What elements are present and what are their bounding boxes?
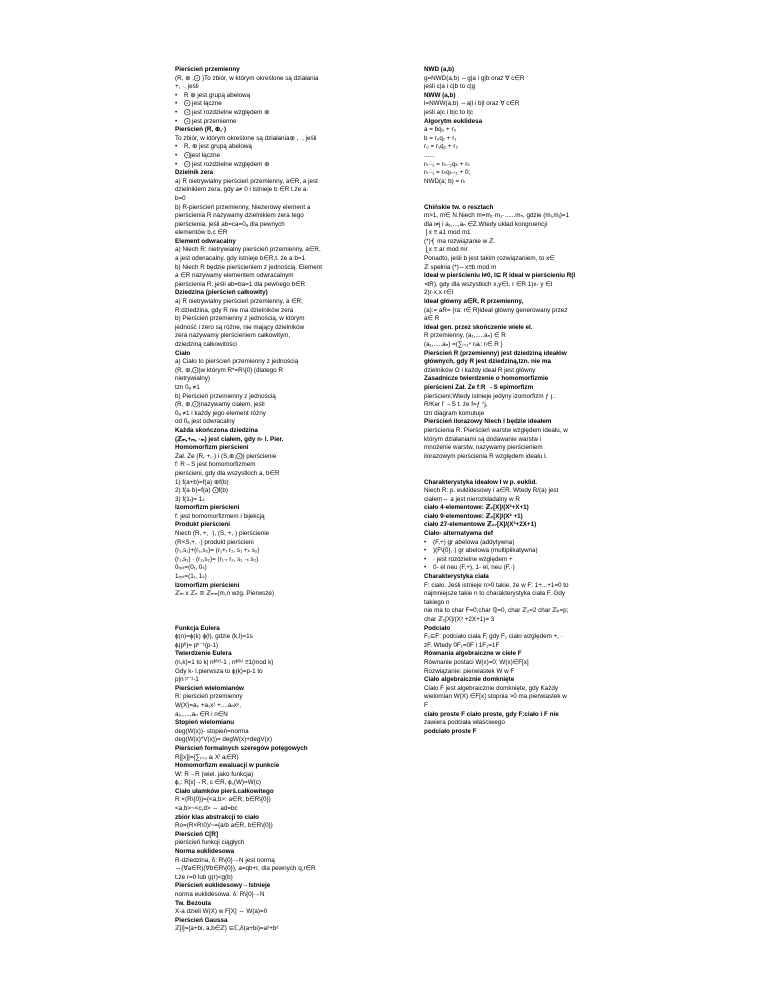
right-column — [424, 66, 654, 736]
bullet-item: • R ⊕ jest grupą abelową — [175, 92, 403, 101]
text-line: R-dziedzina, δ: R\{0}→N jest normą — [175, 856, 275, 864]
text-line: (R×S,+, ·) produkt pierścieni — [175, 538, 254, 546]
text-line: najmniejsze takie n to charakterystyka ciała F. Gdy — [424, 590, 566, 598]
section-heading: Ideał gen. przez skończenie wiele el. — [424, 323, 533, 331]
text-line: (R, ⊕ ,⨀ )To zbiór, w którym określone są działania — [175, 74, 319, 82]
text-line: mnożenie warstw, nazywamy pierścieniem — [424, 444, 543, 452]
bullet-item: • )(F\{0},·) gr abelowa (multiplikatywna) — [424, 547, 654, 556]
section-heading: Ciało algebraicznie domknięte — [424, 676, 515, 684]
section-heading: Izomorfizm pierścieni — [175, 504, 240, 512]
bullet-item: • ⨀ jest rozdzielne względem ⊕ — [175, 161, 403, 170]
text-line: R ×(R\{0})={<a,b>: a∈R, b∈R\{0}) — [175, 796, 271, 804]
text-line: ilorazowym pierścienia R względem ideału I. — [424, 452, 548, 460]
text-line: R: pierścień przemienny — [175, 693, 243, 701]
right-mid-section — [424, 204, 654, 462]
section-heading: Podciało — [424, 624, 451, 632]
section-heading: Pierścień wielomianów — [175, 684, 244, 692]
spacer — [175, 607, 403, 616]
text-line: ℤ spełnia (*)⇔x≡b mod m — [424, 263, 497, 271]
text-line: b = r₀q₁ + r₁ — [424, 134, 457, 142]
section-heading: Równania algebraiczne w ciele F — [424, 650, 522, 658]
section-heading: Pierścień ilorazowy Niech I będzie ideałem — [424, 418, 552, 426]
text-line: tzn 0ₐ ≠1 — [175, 383, 200, 391]
text-line: zawiera podciała właściwego — [424, 719, 505, 727]
text-line: F: ciało. Jeśli istnieje n>0 takie, że w F: 1+...+1=0 to — [424, 581, 569, 589]
spacer — [424, 186, 654, 195]
section-heading: Ideał główny a∈R, R przemienny, — [424, 298, 524, 306]
text-line: R:dziedzina, gdy R nie ma dzielników zera — [175, 306, 294, 314]
text-line: (R, ⊕,⨀)w którym R*=R\{0} (dlatego R — [175, 366, 283, 374]
text-line: r₀ = r₁q₂ + r₂ — [424, 143, 458, 151]
text-line: a) Ciało to pierścień przemienny z jednością — [175, 358, 299, 366]
section-heading: NWW (a,b) — [424, 91, 456, 99]
text-line: ⊲R), gdy dla wszystkich x,y∈I, r ∈R 1)x- y ∈I — [424, 280, 553, 288]
text-line: 0ₐ ≠1 i każdy jego element różny — [175, 409, 266, 417]
text-line: pierścienia R, jeśli ab=ba=1 dla pewnego b∈R — [175, 280, 306, 288]
text-line: 1) f(a+b)=f(a) ⊕f(b) — [175, 478, 229, 486]
section-heading: Ideał w pierścieniu I≠0, I⊆ R ideał w pierścieniu R(I — [424, 272, 576, 280]
text-line: tzn diagram komutuje — [424, 409, 485, 417]
text-line: dla i≠j i a₁,...,aₙ ∈Z.Wtedy układ kongruencji — [424, 220, 548, 228]
text-line: a = bq₀ + r₀ — [424, 126, 457, 134]
spacer — [424, 195, 654, 204]
section-heading: NWD (a,b) — [424, 66, 455, 73]
section-heading: Pierścień R (przemienny) jest dziedziną ideałów — [424, 349, 567, 357]
section-heading: Ciało — [175, 349, 191, 357]
section-heading: Pierścień (R, ⊕,·) — [175, 126, 227, 134]
text-line: Zał. Ze (R, +,·) i (S,⊕,⨀) pierścienie — [175, 452, 277, 460]
section-heading: Izomorfizm pierścieni — [175, 581, 240, 589]
text-line: ϕ(n)=ϕ(k) ϕ(l), gdzie (k,l)=1s — [175, 633, 253, 641]
text-line: dzielnikiem zera, gdy a≠ 0 i istnieje b ∈R t.że a· — [175, 186, 309, 194]
section-heading: ciało 27-elementowe ℤ₂₇[X]/(X³+2X+1) — [424, 521, 537, 529]
section-heading: ciało 9-elementowe: ℤ₃[X]/(X² +1) — [424, 512, 523, 520]
spacer — [175, 616, 403, 625]
text-line: rₖ₋₂ = rₖ₋₁qₖ + rₖ — [424, 160, 471, 168]
section-heading: pierścieni Zał. Ze f:R →S epimorfizm — [424, 383, 534, 391]
text-line: <a,b>~<c,d> ⇔ ad=bc — [175, 805, 238, 813]
text-line: Ro=(R×R\0)/~={a/b a∈R, b∈R\{0}) — [175, 822, 273, 830]
section-heading: ciało proste F ciało proste, gdy F:ciało i F nie — [424, 710, 559, 718]
text-line: ⎧x ≡ a1 mod m1 — [424, 229, 471, 237]
text-line: elementów b,c ∈R — [175, 229, 228, 237]
text-line: ℤ[i]={a+bi, a,b∈ℤ} ⊆ℂ,δ(a+bi)=a²+b² — [175, 925, 279, 933]
text-line: (n,k)=1 to k| nᶲ⁽ᵏ⁾-1 , nᶲ⁽ᵏ⁾ ≡1(mod k) — [175, 658, 274, 666]
section-heading: Charakterystyka ideałow I w p. euklid. — [424, 478, 538, 486]
text-line: Ponadto, jeśli b jest takim rozwiązaniem, to x∈ — [424, 255, 555, 263]
bullet-item: • ⨀ jest łączne — [175, 100, 403, 109]
text-line: deg(W(x))- stopień=norma — [175, 727, 249, 735]
section-heading: ciało 4-elementowe: ℤ₂[X]/(X²+X+1) — [424, 504, 529, 512]
text-line: jeśli a|c i b|c to l|c — [424, 108, 474, 116]
spacer — [424, 470, 654, 479]
section-heading: Dzielnik zera — [175, 169, 214, 177]
text-line: ℤₘ x ℤₙ ≅ ℤₘₙ(m,n wzg. Pierwsze) — [175, 590, 275, 598]
bullet-item: • ⨀ jest rozdzielne względem ⊕ — [175, 109, 403, 118]
section-heading: Twierdzenie Eulera — [175, 650, 232, 658]
bullet-item: • · jest rozdzielne względem + — [424, 556, 654, 565]
text-line: pierścieni;Wtedy istnieje jedyny izomorfizm ƒ ꞁ.: — [424, 392, 556, 400]
text-line: pierścienia R nazywamy dzielnikiem zera tego — [175, 212, 304, 220]
section-heading: Tw. Bezouta — [175, 899, 212, 907]
text-line: F₁⊆F: podciało ciała F, gdy F₁ ciało względem +, · — [424, 633, 563, 641]
text-line: b) Niech R będzie pierścieniem z jednością. Element — [175, 263, 322, 271]
text-line: Gdy k- l.pierwsza to ϕ(k)=p-1 to — [175, 667, 263, 675]
text-line: (r₁,s₁)+(r₂,s₂)= (r₁+ᵣ r₂, s₁ +ₛ s₂) — [175, 547, 260, 555]
text-line: którym działaniami są dodawanie warstw i — [424, 435, 542, 443]
text-line: nie ma to char F=0;char ℚ=0, char ℤ₂=2 char ℤₚ=p; — [424, 607, 569, 615]
section-heading: Algorytm euklidesa — [424, 117, 483, 125]
text-line: deg(W(x)*V(x))= degW(x)+degV(x) — [175, 736, 272, 744]
text-line: a jest odwracalny, gdy istnieje b∈R,t. że a·b=1 — [175, 255, 306, 263]
text-line: b=0 — [175, 194, 186, 202]
text-line: Niech (R, +, ·), (S, +,·) pierścienie — [175, 530, 270, 538]
text-line: p|n ᵖ⁻¹-1 — [175, 676, 199, 684]
text-line: pierścieni, gdy dla wszystkich a, b∈R — [175, 469, 280, 477]
section-heading: Każda skończona dziedzina — [175, 426, 258, 434]
spacer — [175, 599, 403, 608]
spacer — [424, 461, 654, 470]
text-line: (R, ⊕,⨀)nazywamy ciałem, jeśli — [175, 401, 265, 409]
text-line: X-a dzieli W(X) w F[X] ⇔ W(a)=0 — [175, 908, 268, 916]
section-heading: Funkcja Eulera — [175, 624, 220, 632]
text-line: zera nazywamy pierścieniem całkowitym, — [175, 332, 291, 340]
text-line: 2)r·x,x·r∈I — [424, 289, 454, 297]
text-line: norma euklidesowa: δ: R\{0}→N — [175, 891, 265, 898]
text-line: (a):= aR= {ra: r∈ R}ideał główny generowany przez — [424, 306, 568, 314]
text-line: nietrywialny) — [175, 375, 210, 383]
left-column — [175, 66, 403, 934]
text-line: a ∈R nazywamy elementem odwracalnym — [175, 272, 294, 280]
bullet-item: • ⨀jest łączne — [175, 152, 403, 161]
text-line: od 0ₐ jest odwracalny — [175, 418, 235, 426]
text-line: f: jest homomorfizmem i bijekcją — [175, 512, 265, 520]
bullet-item: • (F,+) gr abelowa (addytywna) — [424, 539, 654, 548]
text-line: R przemienny, (a₁,.....aₙ) ∈ R — [424, 332, 506, 340]
text-line: R[[x]]={∑ᵢ₌₀ aᵢ Xⁱ aᵢ∈R) — [175, 753, 239, 761]
text-line: To zbiór, w którym określone są działania⊕ , ·, jeśli — [175, 134, 317, 142]
section-heading: Dziedzina (pierścień całkowity) — [175, 289, 268, 297]
section-heading: Ciało ułamków pierś.całkowitego — [175, 787, 274, 795]
text-line: F — [424, 701, 428, 709]
text-line: ϕ꜀: R[x]→R, c ∈R, ϕ꜀(W)=Ŵ(c) — [175, 779, 261, 787]
section-heading: Element odwracalny — [175, 237, 236, 245]
text-line: b) Pierścień przemienny z jednością, w którym — [175, 315, 305, 323]
section-heading: Pierścień formalnych szeregów potęgowych — [175, 744, 308, 752]
text-line: jeśli c|a i c|b to c|g — [424, 83, 476, 91]
section-heading: Norma euklidesowa — [175, 848, 235, 856]
text-line: a∈ R — [424, 315, 440, 323]
text-line: 3) f(1ᵣ)= 1ₛ — [175, 495, 205, 503]
text-line: (*)⎨ ma rozwiązanie w ℤ. — [424, 237, 496, 245]
text-line: b) Pierścień przemienny z jednością — [175, 392, 276, 400]
text-line: ciałem⇔ a jest nierozkładalny w R — [424, 495, 520, 503]
text-line: t.że r=0 lub g(r)<g(b) — [175, 873, 233, 881]
text-line: takiego n — [424, 598, 450, 606]
section-heading: zbiór klas abstrakcji to ciało — [175, 813, 259, 821]
text-line: W(X)=a₀ +a₁x¹ +....aₙxⁿ, — [175, 701, 242, 709]
text-line: char ℤ₂[X]/(X³ +2X+1)= 3 — [424, 616, 495, 623]
bullet-item: • 0- el neu (F,+), 1- el, neu (F,·) — [424, 564, 654, 573]
text-line: m>1, m∈ N.Niech m=m₁·m₂·......mₙ, gdzie (mᵢ,mⱼ)=1 — [424, 212, 569, 220]
section-heading: Pierścień euklidesowy⇔Istnieje — [175, 882, 271, 890]
text-line: dzielników O i każdy ideał R jest główny — [424, 366, 536, 374]
text-line: a) Niech R: nietrywialny pierścień przemienny, a∈R, — [175, 246, 321, 254]
text-line: zF. Wtedy 0F₁=0F i 1F₁=1F — [424, 641, 500, 649]
text-line: rₖ₋₁ = rₖqₖ₊₁ + 0; — [424, 169, 471, 177]
text-line: a) R nietrywialny pierścień przemienny, a∈R, a jest — [175, 177, 318, 185]
section-heading: Pierścień Gaussa — [175, 916, 228, 924]
text-line: Ciało F jest algebraicznie domknięte, gdy Każdy — [424, 684, 559, 692]
text-line: wielomian W(X) ∈F[x] stopnia >0 ma pierwiastek w — [424, 693, 567, 701]
section-heading: Produkt pierścieni — [175, 521, 230, 529]
text-line: pierścień funkcji ciągłych — [175, 839, 245, 847]
text-line: R/Ker f →S t. że f=ƒ̄ °j, — [424, 401, 488, 409]
text-line: dziedziną całkowitości — [175, 341, 237, 348]
text-line: a₀,....,aₙ ∈R i n∈N — [175, 710, 228, 718]
section-heading: Homomorfizm pierścieni — [175, 444, 249, 452]
text-line: 2) f(a·b)=f(a) ⨀f(b) — [175, 487, 229, 495]
text-line: (r₁,s₁) · (r₂,s₂)= (r₁·ᵣ r₂, s₁ ·ₛ s₂) — [175, 555, 259, 563]
section-heading: Ciało- alternatywna def — [424, 530, 493, 538]
text-line: NWD(a; b) = rₖ — [424, 177, 466, 185]
text-line: Rozwiązanie: pierwiastek W w F — [424, 667, 515, 675]
text-line: 0ᵣₓₛ=(0ᵣ, 0ₛ) — [175, 564, 207, 572]
text-line: ...... — [424, 151, 435, 159]
text-line: Niech R: p. euklidesowy i a∈R. Wtedy R/(a) jest — [424, 487, 559, 495]
section-heading: Pierścień przemienny — [175, 66, 240, 73]
text-line: a) R nietrywialny pierścień przemienny, a ∈R; — [175, 298, 303, 306]
text-line: l=NWW(a,b) ⇔a|l i b|l oraz ∀ c∈R — [424, 100, 520, 108]
text-line: ϕ(pᵏ)= pᵏ⁻¹(p-1) — [175, 641, 219, 649]
text-line: 1ᵣₓₛ=(1ᵣ, 1ₛ) — [175, 573, 207, 581]
section-heading: podciało proste F — [424, 727, 477, 735]
text-line: pierścienia R. Pierścień warstw względem ideału, w — [424, 426, 568, 434]
text-line: f: R→S jest homomorfizmem — [175, 461, 256, 469]
section-heading: Zasadnicze twierdzenie o homomorfizmie — [424, 375, 549, 383]
section-heading: głównych, gdy R jest dziedziną,tzn. nie ma — [424, 358, 552, 366]
text-line: Równanie postaci W(x)=0; W(x)∈F[x] — [424, 658, 529, 666]
bullet-item: • ⨀ jest przemienne — [175, 118, 403, 127]
text-line: ⎩x ≡ ar mod mr — [424, 246, 468, 254]
text-line: W: R→R (wiel. jako funkcja) — [175, 770, 254, 778]
text-line: ⇔(∀a∈R)(∀b∈R\{0}), a=qb+r, dla pewnych q,r∈R — [175, 865, 316, 873]
right-top-section — [424, 66, 654, 186]
left-bottom-section — [175, 625, 403, 934]
text-line: (a₁,.....aₙ) =(∑ᵢ₌₁ⁿ rᵢaᵢ: rᵢ∈ R } — [424, 341, 503, 348]
section-heading: Chińskie tw. o resztach — [424, 203, 494, 211]
section-heading: Pierścień C[R] — [175, 830, 219, 838]
right-bottom-section — [424, 479, 654, 737]
bullet-item: • R, ⊕ jest grupą abelową — [175, 143, 403, 152]
section-heading: Stopień wielomianu — [175, 719, 235, 727]
left-top-section — [175, 66, 403, 599]
section-heading: (ℤₘ,+ₘ, ·ₘ) jest ciałem, gdy n- l. Pier. — [175, 435, 284, 443]
section-heading: Homomorfizm ewaluacji w punkcie — [175, 762, 280, 770]
section-heading: Charakterystyka ciała — [424, 573, 489, 581]
text-line: jedność i zero są różne, nie mający dzielników — [175, 323, 305, 331]
text-line: g=NWD(a,b) ⇔g|a i g|b oraz ∀ c∈R — [424, 74, 525, 82]
text-line: b) R-pierścień przemienny, Niezerowy element a — [175, 203, 311, 211]
text-line: pierścienia, jeśli ab=ca=0ₐ dla pewnych — [175, 220, 285, 228]
text-line: +, ·, jeśli — [175, 83, 199, 91]
